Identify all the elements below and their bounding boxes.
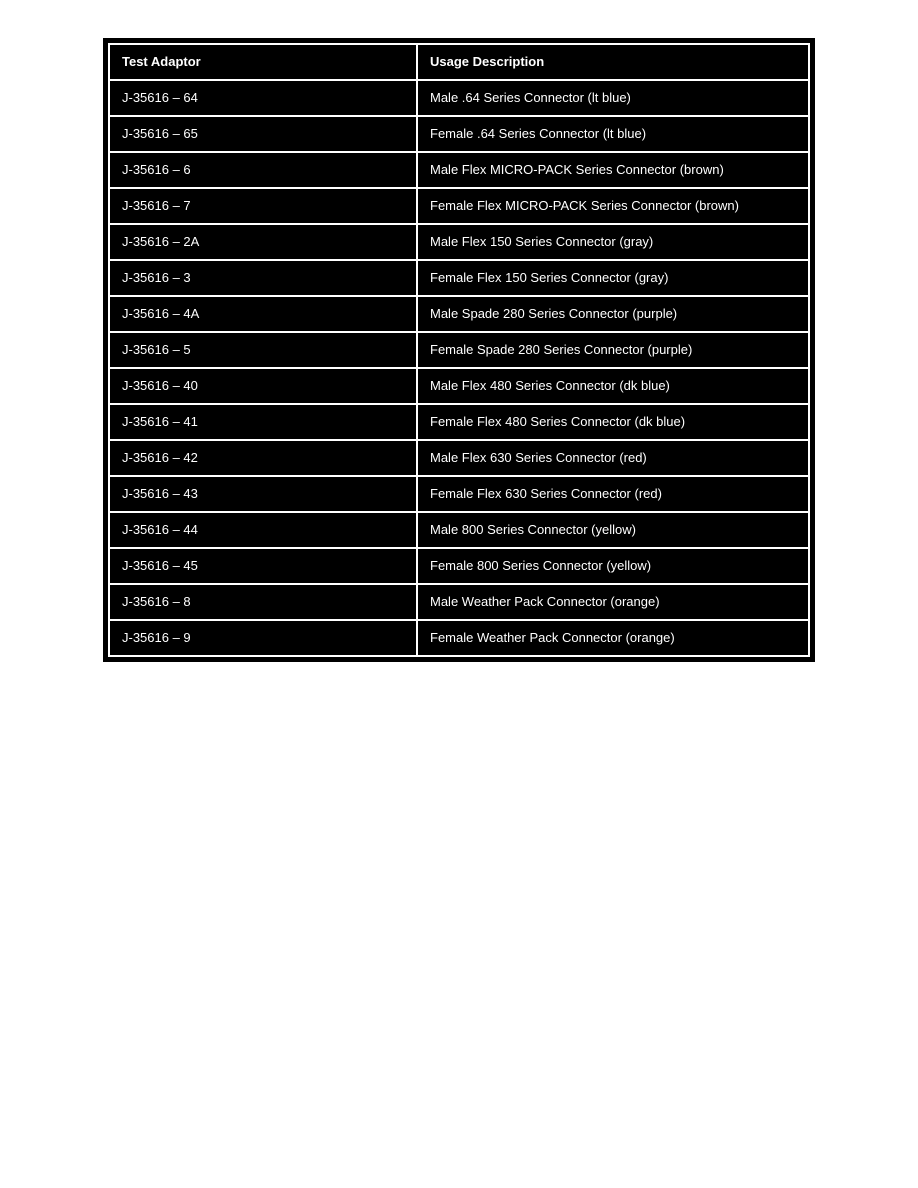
cell-test-adaptor: J-35616 – 40 [110, 369, 416, 403]
table-row [110, 549, 808, 583]
cell-usage-description: Female .64 Series Connector (lt blue) [418, 117, 808, 151]
table-row [110, 297, 808, 331]
cell-test-adaptor: J-35616 – 44 [110, 513, 416, 547]
table-row [110, 81, 808, 115]
cell-test-adaptor: J-35616 – 4A [110, 297, 416, 331]
cell-test-adaptor: J-35616 – 2A [110, 225, 416, 259]
test-adaptor-table [103, 38, 815, 662]
table-row [110, 225, 808, 259]
table-row [110, 513, 808, 547]
test-adaptor-table-container [103, 38, 815, 662]
cell-usage-description: Female Flex MICRO-PACK Series Connector (brown) [418, 189, 808, 223]
table-row [110, 405, 808, 439]
cell-test-adaptor: J-35616 – 64 [110, 81, 416, 115]
cell-test-adaptor: J-35616 – 5 [110, 333, 416, 367]
cell-test-adaptor: J-35616 – 41 [110, 405, 416, 439]
table-row [110, 261, 808, 295]
cell-test-adaptor: J-35616 – 42 [110, 441, 416, 475]
column-header-test-adaptor: Test Adaptor [110, 45, 416, 79]
table-row [110, 441, 808, 475]
table-row [110, 621, 808, 655]
table-row [110, 333, 808, 367]
cell-usage-description: Male 800 Series Connector (yellow) [418, 513, 808, 547]
cell-usage-description: Male Flex 150 Series Connector (gray) [418, 225, 808, 259]
table-row [110, 189, 808, 223]
cell-test-adaptor: J-35616 – 9 [110, 621, 416, 655]
cell-usage-description: Female 800 Series Connector (yellow) [418, 549, 808, 583]
cell-test-adaptor: J-35616 – 65 [110, 117, 416, 151]
cell-usage-description: Male .64 Series Connector (lt blue) [418, 81, 808, 115]
table-row [110, 585, 808, 619]
cell-usage-description: Female Flex 150 Series Connector (gray) [418, 261, 808, 295]
cell-usage-description: Female Flex 480 Series Connector (dk blue) [418, 405, 808, 439]
cell-usage-description: Female Flex 630 Series Connector (red) [418, 477, 808, 511]
cell-usage-description: Female Weather Pack Connector (orange) [418, 621, 808, 655]
cell-test-adaptor: J-35616 – 45 [110, 549, 416, 583]
cell-usage-description: Male Spade 280 Series Connector (purple) [418, 297, 808, 331]
table-row [110, 153, 808, 187]
cell-usage-description: Male Flex 630 Series Connector (red) [418, 441, 808, 475]
table-row [110, 477, 808, 511]
cell-test-adaptor: J-35616 – 6 [110, 153, 416, 187]
cell-test-adaptor: J-35616 – 43 [110, 477, 416, 511]
table-header-row [110, 45, 808, 79]
column-header-usage-description: Usage Description [418, 45, 808, 79]
cell-test-adaptor: J-35616 – 7 [110, 189, 416, 223]
cell-test-adaptor: J-35616 – 8 [110, 585, 416, 619]
table-row [110, 117, 808, 151]
table-row [110, 369, 808, 403]
table-body [110, 81, 808, 655]
cell-usage-description: Male Flex MICRO-PACK Series Connector (brown) [418, 153, 808, 187]
cell-usage-description: Male Flex 480 Series Connector (dk blue) [418, 369, 808, 403]
cell-usage-description: Female Spade 280 Series Connector (purple) [418, 333, 808, 367]
cell-test-adaptor: J-35616 – 3 [110, 261, 416, 295]
cell-usage-description: Male Weather Pack Connector (orange) [418, 585, 808, 619]
